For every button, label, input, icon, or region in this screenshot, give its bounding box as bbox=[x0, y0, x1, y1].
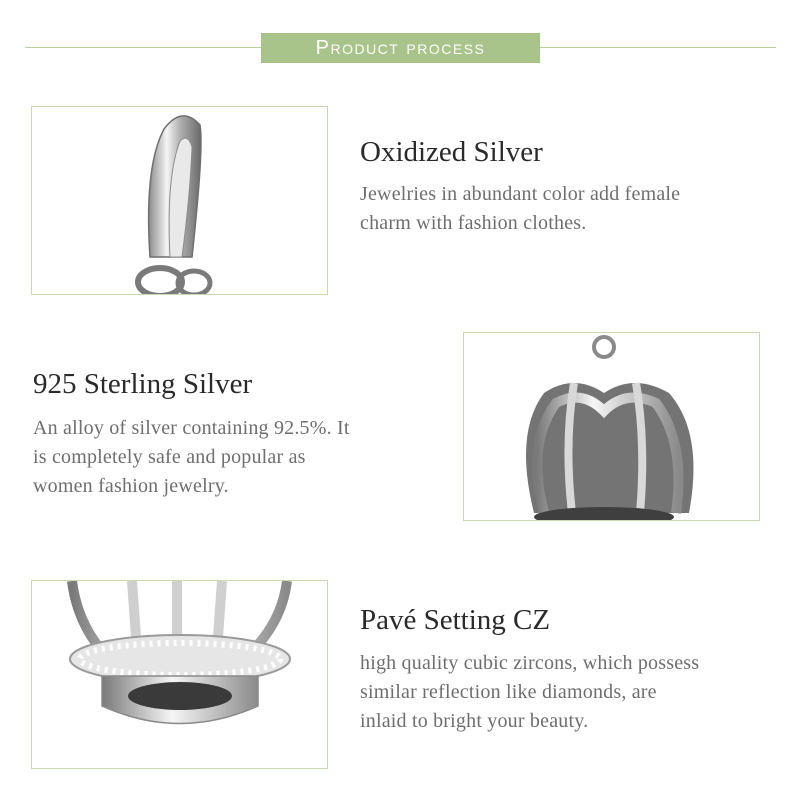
bail-loop-illustration bbox=[32, 107, 327, 294]
crown-base-photo bbox=[31, 580, 328, 769]
header-rule-right bbox=[540, 47, 776, 48]
desc-line: Jewelries in abundant color add female bbox=[360, 183, 681, 205]
section-banner: Product process bbox=[261, 33, 540, 63]
desc-line: is completely safe and popular as bbox=[33, 446, 306, 468]
crown-top-photo bbox=[463, 332, 760, 521]
section-desc-oxidized-silver bbox=[360, 180, 680, 238]
desc-line: charm with fashion clothes. bbox=[360, 212, 587, 234]
section-desc-sterling-silver bbox=[33, 414, 350, 501]
section-desc-pave-setting bbox=[360, 649, 699, 736]
desc-line: inlaid to bright your beauty. bbox=[360, 710, 589, 732]
section-title-oxidized-silver: Oxidized Silver bbox=[360, 136, 543, 168]
header-rule-left bbox=[25, 47, 261, 48]
desc-line: women fashion jewelry. bbox=[33, 475, 229, 497]
bail-loop-photo bbox=[31, 106, 328, 295]
crown-base-illustration bbox=[32, 581, 327, 768]
crown-illustration bbox=[464, 333, 759, 520]
section-title-sterling-silver: 925 Sterling Silver bbox=[33, 368, 253, 400]
desc-line: high quality cubic zircons, which possess bbox=[360, 652, 700, 674]
desc-line: An alloy of silver containing 92.5%. It bbox=[33, 417, 350, 439]
section-title-pave-setting: Pavé Setting CZ bbox=[360, 604, 551, 636]
desc-line: similar reflection like diamonds, are bbox=[360, 681, 657, 703]
